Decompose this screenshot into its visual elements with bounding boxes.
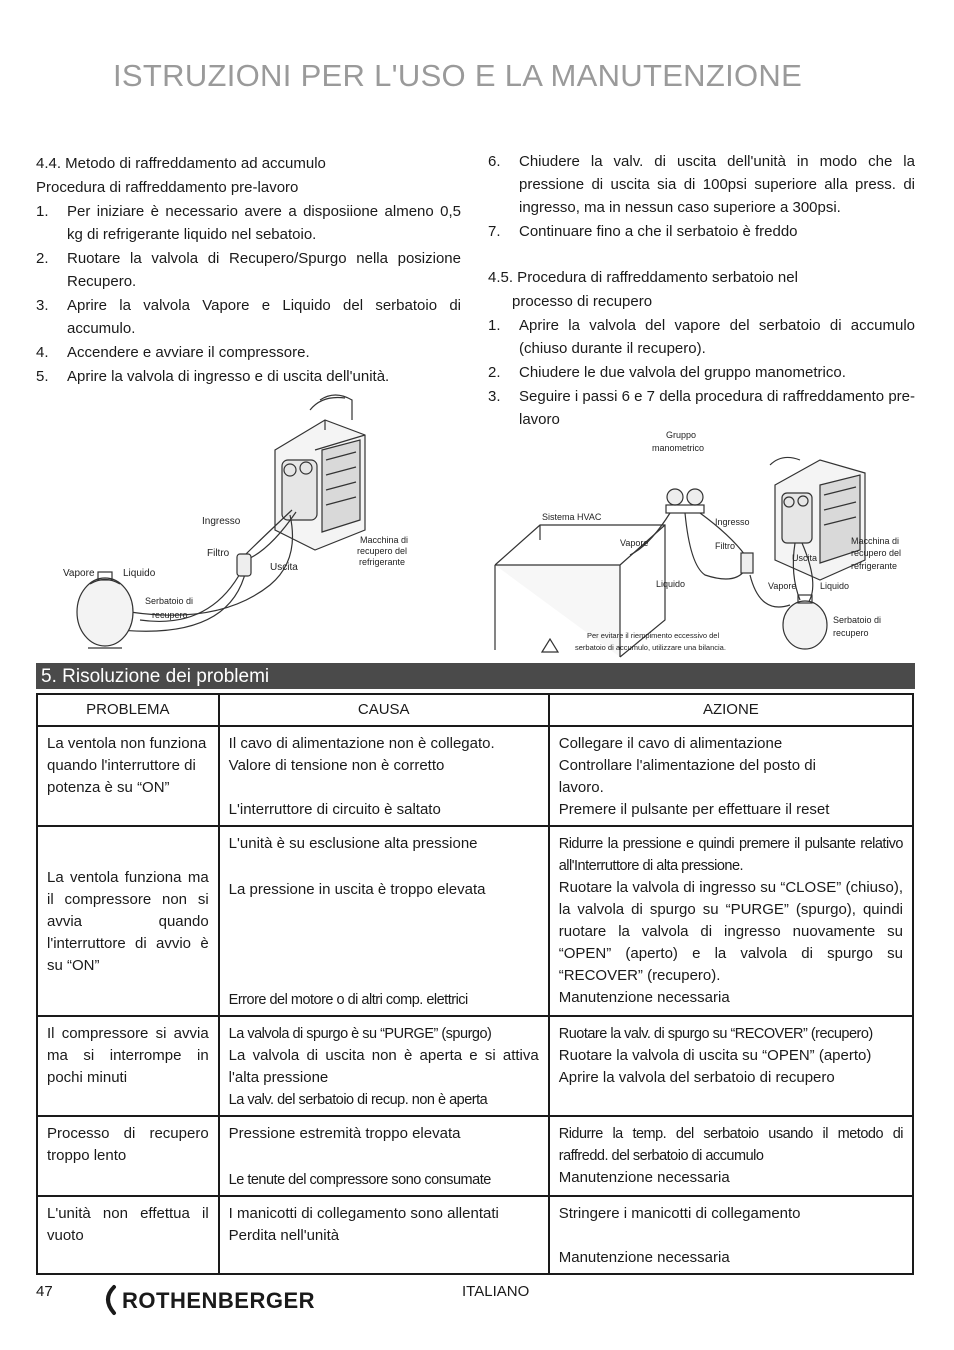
label-macchina: Macchina di — [360, 535, 409, 545]
section-heading: 4.5. Procedura di raffreddamento serbatoio nel — [488, 269, 798, 286]
section-subheading: Procedura di raffreddamento pre-lavoro — [36, 179, 299, 196]
label-ingresso: Ingresso — [202, 516, 241, 527]
table-row — [37, 1016, 913, 1116]
list-item: 5. Aprire la valvola di ingresso e di uscita dell'unità. — [36, 368, 390, 385]
list-item: 4. Accendere e avviare il compressore. — [36, 344, 310, 361]
list-item: 3. Aprire la valvola Vapore e Liquido del serbatoio di accumulo. — [36, 297, 461, 337]
label-filtro: Filtro — [207, 548, 230, 559]
label-uscita: Uscita — [792, 553, 818, 563]
section-4-4 — [36, 152, 461, 389]
section-heading: 4.4. Metodo di raffreddamento ad accumulo — [36, 155, 326, 172]
language-label: ITALIANO — [462, 1283, 530, 1300]
cell-azione: Ridurre la temp. del serbatoio usando il metodo di raffredd. del serbatoio di accumulo Manutenzione necessaria — [549, 1116, 913, 1196]
recovery-diagram-right — [490, 425, 915, 657]
cell-causa: La valvola di spurgo è su “PURGE” (spurgo) La valvola di uscita non è aperta e si attiva l'alta pressione La valv. del serbatoio di recup. non è aperta — [219, 1016, 549, 1116]
list-item: 1. Per iniziare è necessario avere a disposiione almeno 0,5 kg di refrigerante liquido nel sebatoio. — [36, 203, 461, 243]
section-4-5 — [488, 150, 915, 428]
label-sistema-hvac: Sistema HVAC — [542, 512, 602, 522]
warning-note: Per evitare il riempimento eccessivo del — [587, 631, 720, 640]
list-item: 3. Seguire i passi 6 e 7 della procedura di raffreddamento pre-lavoro — [488, 388, 915, 428]
cell-causa: I manicotti di collegamento sono allentati Perdita nell'unità — [219, 1196, 549, 1274]
svg-text:refrigerante: refrigerante — [359, 557, 406, 567]
header-causa: CAUSA — [219, 694, 549, 726]
label-gruppo: Gruppo — [666, 430, 697, 440]
cell-problema: Processo di recupero troppo lento — [37, 1116, 219, 1196]
svg-text:recupero del: recupero del — [851, 548, 902, 558]
rothenberger-logo — [100, 1281, 345, 1317]
list-item: 2. Ruotare la valvola di Recupero/Spurgo nella posizione Recupero. — [36, 250, 461, 290]
label-liquido: Liquido — [123, 568, 156, 579]
cell-azione: Ruotare la valv. di spurgo su “RECOVER” (recupero) Ruotare la valvola di uscita su “OPEN” (aperto) Aprire la valvola del serbatoio di recupero — [549, 1016, 913, 1116]
logo-arc-icon — [108, 1287, 114, 1313]
label-uscita: Uscita — [270, 562, 298, 573]
logo-text: ROTHENBERGER — [122, 1288, 316, 1313]
cell-azione: Ridurre la pressione e quindi premere il pulsante relativo all'Interruttore di alta pressione. Ruotare la valvola di ingresso su “CLOSE” (chiuso), la valvola di spurgo su “PURGE” (spurgo), quindi ruotare la valvola di ingresso nuovamente su “OPEN” (aperto) e la valvola di spurgo su “RECOVER” (recupero). Manutenzione necessaria — [549, 826, 913, 1016]
troubleshooting-table — [36, 693, 914, 1275]
cell-problema: La ventola funziona ma il compressore non si avvia quando l'interruttore di avvio è su “ON” — [37, 826, 219, 1016]
label-macchina: Macchina di — [851, 536, 900, 546]
label-vapore: Vapore — [63, 568, 95, 579]
table-row — [37, 726, 913, 826]
header-azione: AZIONE — [549, 694, 913, 726]
section-heading-cont: processo di recupero — [512, 293, 653, 310]
page-title: ISTRUZIONI PER L'USO E LA MANUTENZIONE — [113, 58, 803, 93]
list-item: 6. Chiudere la valv. di uscita dell'unità in modo che la pressione di uscita sia di 100psi superiore alla press. di ingresso, ma in nessun caso superiore a 300psi. — [488, 153, 915, 216]
label-ingresso: Ingresso — [715, 517, 750, 527]
label-vapore: Vapore — [768, 581, 797, 591]
cell-azione: Stringere i manicotti di collegamento Manutenzione necessaria — [549, 1196, 913, 1274]
label-liquido: Liquido — [820, 581, 850, 591]
label-serbatoio: Serbatoio di — [145, 596, 194, 606]
table-row — [37, 1196, 913, 1274]
cell-causa: Pressione estremità troppo elevata Le tenute del compressore sono consumate — [219, 1116, 549, 1196]
recovery-diagram-left — [60, 390, 460, 655]
label-filtro: Filtro — [715, 541, 735, 551]
table-row — [37, 826, 913, 1016]
figure-prework-cooling — [60, 390, 460, 655]
list-item: 2. Chiudere le due valvola del gruppo manometrico. — [488, 364, 846, 381]
procedure-list-continued — [488, 150, 915, 243]
procedure-list — [36, 200, 461, 388]
label-serbatoio: Serbatoio di — [833, 615, 882, 625]
page-number: 47 — [36, 1283, 53, 1300]
cell-azione: Collegare il cavo di alimentazione Controllare l'alimentazione del posto di lavoro. Premere il pulsante per effettuare il reset — [549, 726, 913, 826]
list-item: 1. Aprire la valvola del vapore del serbatoio di accumulo (chiuso durante il recupero). — [488, 317, 915, 357]
svg-text:recupero del: recupero del — [357, 546, 408, 556]
list-item: 7. Continuare fino a che il serbatoio è freddo — [488, 223, 798, 240]
svg-text:manometrico: manometrico — [652, 443, 705, 453]
procedure-list — [488, 314, 915, 428]
cell-causa: Il cavo di alimentazione non è collegato. Valore di tensione non è corretto L'interruttore di circuito è saltato — [219, 726, 549, 826]
svg-text:recupero: recupero — [833, 628, 869, 638]
table-row — [37, 1116, 913, 1196]
figure-tank-cooling — [490, 425, 915, 657]
cell-problema: L'unità non effettua il vuoto — [37, 1196, 219, 1274]
svg-text:serbatoio di accumulo, utilizz: serbatoio di accumulo, utilizzare una bilancia. — [575, 643, 726, 652]
label-liquido-mid: Liquido — [656, 579, 686, 589]
svg-text:recupero: recupero — [152, 610, 188, 620]
cell-causa: L'unità è su esclusione alta pressione La pressione in uscita è troppo elevata Errore del motore o di altri comp. elettrici — [219, 826, 549, 1016]
cell-problema: Il compressore si avvia ma si interrompe in pochi minuti — [37, 1016, 219, 1116]
table-header-row — [37, 694, 913, 726]
section-title-bar: 5. Risoluzione dei problemi — [36, 663, 915, 689]
header-problema: PROBLEMA — [37, 694, 219, 726]
cell-problema: La ventola non funziona quando l'interruttore di potenza è su “ON” — [37, 726, 219, 826]
svg-text:refrigerante: refrigerante — [851, 561, 898, 571]
label-vapore-top: Vapore — [620, 538, 649, 548]
